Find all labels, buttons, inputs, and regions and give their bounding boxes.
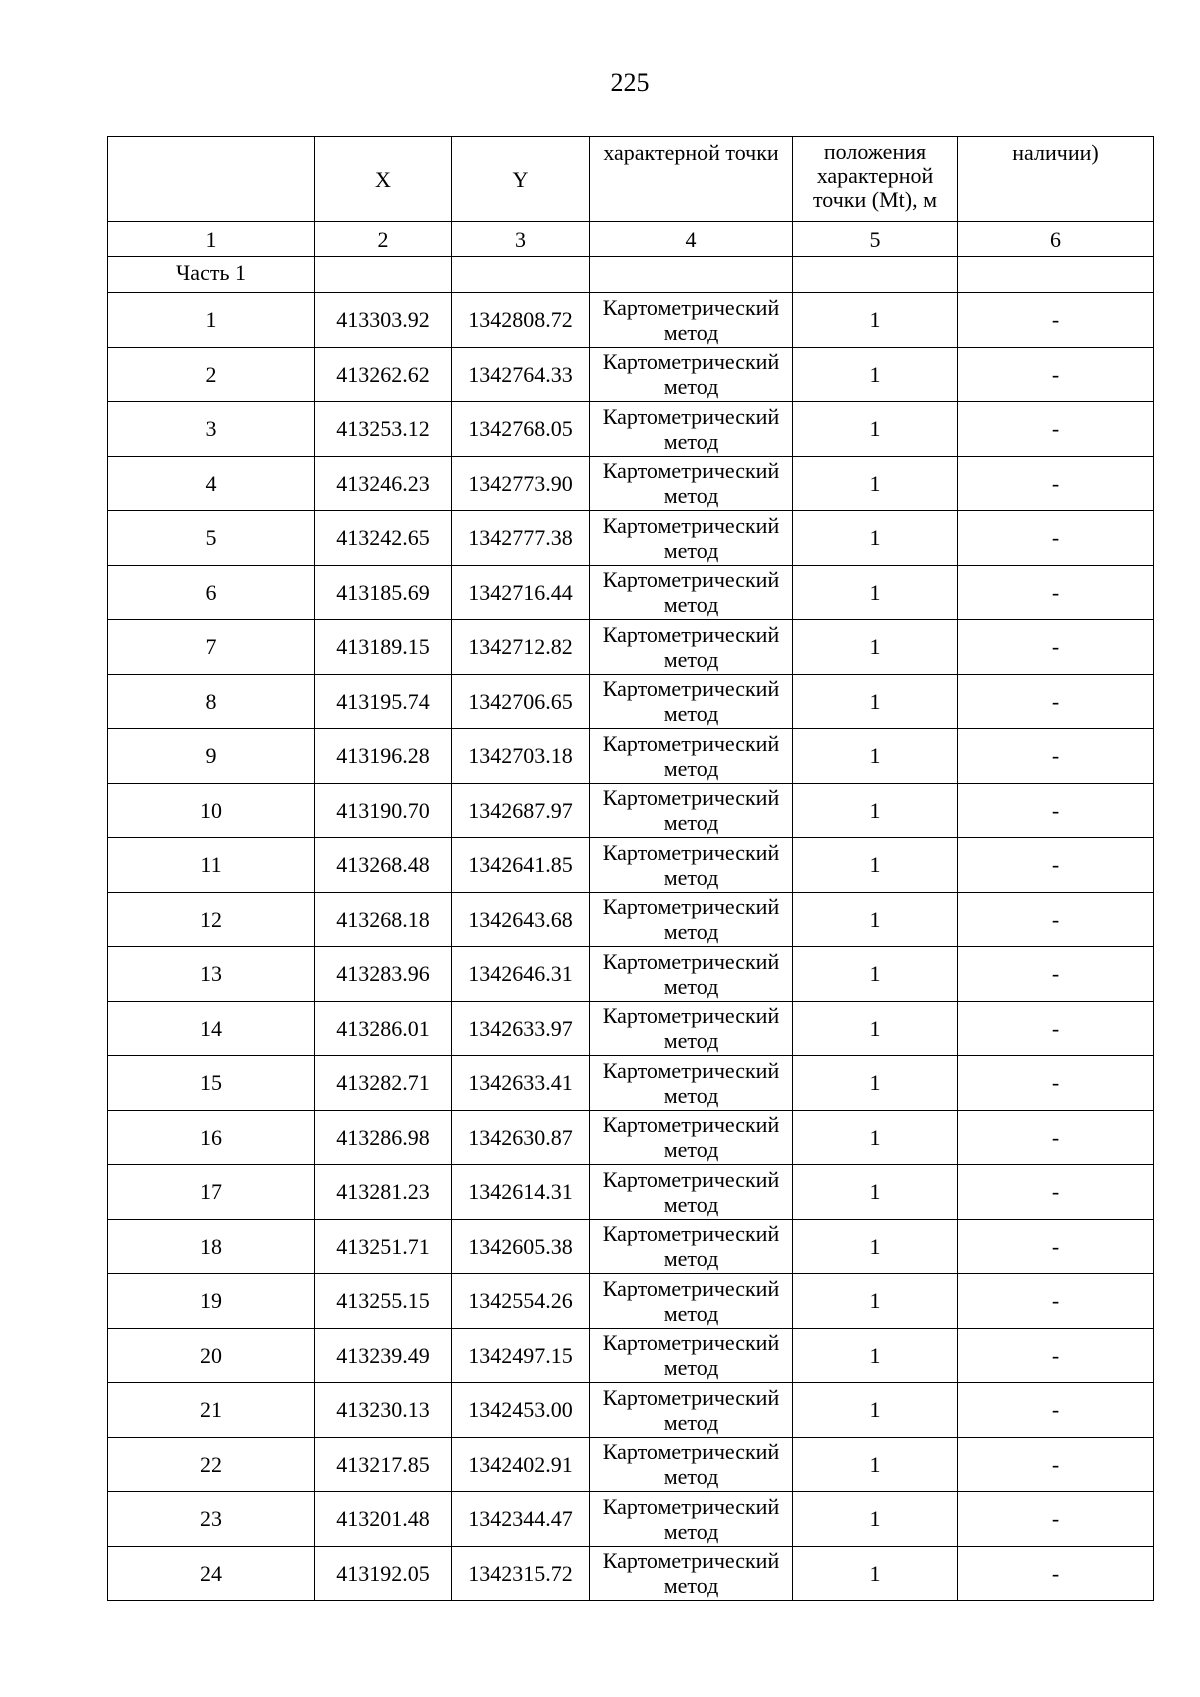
method-line-2: метод xyxy=(663,1082,719,1108)
method-line-2: метод xyxy=(663,1300,719,1326)
method-cell xyxy=(590,293,793,348)
point-number-cell: 18 xyxy=(108,1219,315,1274)
point-number-cell: 24 xyxy=(108,1546,315,1601)
description-cell: - xyxy=(958,838,1154,893)
table-row xyxy=(108,1328,1154,1383)
method-line-1: Картометрический xyxy=(602,1384,780,1410)
part-label: Часть 1 xyxy=(108,257,315,293)
point-number-cell: 5 xyxy=(108,511,315,566)
accuracy-cell: 1 xyxy=(793,1219,958,1274)
method-line-2: метод xyxy=(663,592,719,618)
table-row xyxy=(108,1110,1154,1165)
table-row xyxy=(108,565,1154,620)
y-coordinate-cell: 1342614.31 xyxy=(452,1165,590,1220)
description-cell: - xyxy=(958,1001,1154,1056)
table-row xyxy=(108,1383,1154,1438)
method-line-1: Картометрический xyxy=(602,785,780,811)
method-line-2: метод xyxy=(663,319,719,345)
y-coordinate-cell: 1342768.05 xyxy=(452,402,590,457)
method-cell xyxy=(590,1165,793,1220)
column-numbers-row xyxy=(108,222,1154,257)
header-point-number xyxy=(108,137,315,222)
method-line-2: метод xyxy=(663,537,719,563)
point-number-cell: 9 xyxy=(108,729,315,784)
method-line-2: метод xyxy=(663,1573,719,1599)
point-number-cell: 11 xyxy=(108,838,315,893)
y-coordinate-cell: 1342643.68 xyxy=(452,892,590,947)
method-line-2: метод xyxy=(663,1246,719,1272)
method-cell xyxy=(590,838,793,893)
table-row xyxy=(108,1492,1154,1547)
x-coordinate-cell: 413196.28 xyxy=(315,729,452,784)
page-number: 225 xyxy=(610,68,650,97)
point-number-cell: 8 xyxy=(108,674,315,729)
header-accuracy xyxy=(793,137,958,222)
x-coordinate-cell: 413255.15 xyxy=(315,1274,452,1329)
part-row xyxy=(108,257,1154,293)
x-coordinate-cell: 413192.05 xyxy=(315,1546,452,1601)
method-line-1: Картометрический xyxy=(602,512,780,538)
header-method: характерной точки xyxy=(590,137,793,222)
method-line-1: Картометрический xyxy=(602,1003,780,1029)
part-empty-cell xyxy=(315,257,452,293)
method-line-2: метод xyxy=(663,810,719,836)
point-number-cell: 2 xyxy=(108,347,315,402)
header-description: наличии) xyxy=(958,137,1154,222)
point-number-cell: 17 xyxy=(108,1165,315,1220)
accuracy-cell: 1 xyxy=(793,565,958,620)
y-coordinate-cell: 1342773.90 xyxy=(452,456,590,511)
x-coordinate-cell: 413190.70 xyxy=(315,783,452,838)
method-line-1: Картометрический xyxy=(602,1166,780,1192)
y-coordinate-cell: 1342344.47 xyxy=(452,1492,590,1547)
x-coordinate-cell: 413217.85 xyxy=(315,1437,452,1492)
accuracy-cell: 1 xyxy=(793,892,958,947)
table-row xyxy=(108,892,1154,947)
description-cell: - xyxy=(958,1219,1154,1274)
description-cell: - xyxy=(958,1437,1154,1492)
table-row xyxy=(108,783,1154,838)
table-row xyxy=(108,293,1154,348)
x-coordinate-cell: 413262.62 xyxy=(315,347,452,402)
column-number: 2 xyxy=(315,222,452,257)
x-coordinate-cell: 413230.13 xyxy=(315,1383,452,1438)
description-cell: - xyxy=(958,1383,1154,1438)
accuracy-cell: 1 xyxy=(793,1165,958,1220)
table-row xyxy=(108,511,1154,566)
description-cell: - xyxy=(958,1056,1154,1111)
method-cell xyxy=(590,565,793,620)
accuracy-cell: 1 xyxy=(793,947,958,1002)
table-row xyxy=(108,1219,1154,1274)
description-cell: - xyxy=(958,892,1154,947)
accuracy-cell: 1 xyxy=(793,1383,958,1438)
accuracy-cell: 1 xyxy=(793,1056,958,1111)
y-coordinate-cell: 1342777.38 xyxy=(452,511,590,566)
method-cell xyxy=(590,1328,793,1383)
method-line-2: метод xyxy=(663,919,719,945)
table-row xyxy=(108,674,1154,729)
method-cell xyxy=(590,729,793,784)
y-coordinate-cell: 1342703.18 xyxy=(452,729,590,784)
method-line-2: метод xyxy=(663,755,719,781)
accuracy-cell: 1 xyxy=(793,1437,958,1492)
method-line-1: Картометрический xyxy=(602,730,780,756)
method-line-2: метод xyxy=(663,374,719,400)
method-line-1: Картометрический xyxy=(602,1548,780,1574)
y-coordinate-cell: 1342687.97 xyxy=(452,783,590,838)
column-number: 4 xyxy=(590,222,793,257)
method-line-2: метод xyxy=(663,1028,719,1054)
method-line-2: метод xyxy=(663,1191,719,1217)
y-coordinate-cell: 1342554.26 xyxy=(452,1274,590,1329)
point-number-cell: 22 xyxy=(108,1437,315,1492)
point-number-cell: 15 xyxy=(108,1056,315,1111)
description-cell: - xyxy=(958,402,1154,457)
y-coordinate-cell: 1342402.91 xyxy=(452,1437,590,1492)
point-number-cell: 10 xyxy=(108,783,315,838)
part-empty-cell xyxy=(958,257,1154,293)
description-cell: - xyxy=(958,1110,1154,1165)
x-coordinate-cell: 413253.12 xyxy=(315,402,452,457)
accuracy-cell: 1 xyxy=(793,456,958,511)
method-line-1: Картометрический xyxy=(602,458,780,484)
method-cell xyxy=(590,783,793,838)
point-number-cell: 6 xyxy=(108,565,315,620)
y-coordinate-cell: 1342712.82 xyxy=(452,620,590,675)
point-number-cell: 4 xyxy=(108,456,315,511)
header-accuracy-line: точки (Mt), м xyxy=(812,187,938,212)
method-line-1: Картометрический xyxy=(602,294,780,320)
point-number-cell: 20 xyxy=(108,1328,315,1383)
accuracy-cell: 1 xyxy=(793,838,958,893)
accuracy-cell: 1 xyxy=(793,783,958,838)
method-line-1: Картометрический xyxy=(602,1439,780,1465)
method-line-2: метод xyxy=(663,1409,719,1435)
method-cell xyxy=(590,947,793,1002)
point-number-cell: 14 xyxy=(108,1001,315,1056)
y-coordinate-cell: 1342808.72 xyxy=(452,293,590,348)
table-row xyxy=(108,1546,1154,1601)
method-cell xyxy=(590,892,793,947)
point-number-cell: 7 xyxy=(108,620,315,675)
table-row xyxy=(108,838,1154,893)
y-coordinate-cell: 1342706.65 xyxy=(452,674,590,729)
point-number-cell: 19 xyxy=(108,1274,315,1329)
column-number: 1 xyxy=(108,222,315,257)
x-coordinate-cell: 413242.65 xyxy=(315,511,452,566)
table-row xyxy=(108,729,1154,784)
table-row xyxy=(108,947,1154,1002)
method-cell xyxy=(590,1383,793,1438)
method-cell xyxy=(590,511,793,566)
method-line-1: Картометрический xyxy=(602,567,780,593)
description-cell: - xyxy=(958,783,1154,838)
point-number-cell: 13 xyxy=(108,947,315,1002)
method-cell xyxy=(590,674,793,729)
y-coordinate-cell: 1342497.15 xyxy=(452,1328,590,1383)
coordinates-table xyxy=(107,136,1154,1601)
table-row xyxy=(108,1165,1154,1220)
method-cell xyxy=(590,1546,793,1601)
accuracy-cell: 1 xyxy=(793,347,958,402)
y-coordinate-cell: 1342315.72 xyxy=(452,1546,590,1601)
header-y: Y xyxy=(452,137,590,222)
x-coordinate-cell: 413268.48 xyxy=(315,838,452,893)
accuracy-cell: 1 xyxy=(793,1546,958,1601)
column-number: 3 xyxy=(452,222,590,257)
method-cell xyxy=(590,1110,793,1165)
table-header-row xyxy=(108,137,1154,222)
accuracy-cell: 1 xyxy=(793,293,958,348)
x-coordinate-cell: 413185.69 xyxy=(315,565,452,620)
method-cell xyxy=(590,1492,793,1547)
y-coordinate-cell: 1342453.00 xyxy=(452,1383,590,1438)
x-coordinate-cell: 413239.49 xyxy=(315,1328,452,1383)
description-cell: - xyxy=(958,620,1154,675)
y-coordinate-cell: 1342716.44 xyxy=(452,565,590,620)
x-coordinate-cell: 413246.23 xyxy=(315,456,452,511)
description-cell: - xyxy=(958,347,1154,402)
method-line-1: Картометрический xyxy=(602,1493,780,1519)
method-cell xyxy=(590,402,793,457)
method-cell xyxy=(590,1437,793,1492)
accuracy-cell: 1 xyxy=(793,402,958,457)
column-number: 6 xyxy=(958,222,1154,257)
method-cell xyxy=(590,1219,793,1274)
accuracy-cell: 1 xyxy=(793,1110,958,1165)
accuracy-cell: 1 xyxy=(793,1001,958,1056)
x-coordinate-cell: 413201.48 xyxy=(315,1492,452,1547)
method-line-1: Картометрический xyxy=(602,1112,780,1138)
method-line-2: метод xyxy=(663,973,719,999)
description-cell: - xyxy=(958,1165,1154,1220)
method-line-1: Картометрический xyxy=(602,403,780,429)
accuracy-cell: 1 xyxy=(793,1274,958,1329)
description-cell: - xyxy=(958,1328,1154,1383)
method-line-2: метод xyxy=(663,1137,719,1163)
method-line-2: метод xyxy=(663,646,719,672)
description-cell: - xyxy=(958,293,1154,348)
method-line-1: Картометрический xyxy=(602,621,780,647)
point-number-cell: 16 xyxy=(108,1110,315,1165)
x-coordinate-cell: 413189.15 xyxy=(315,620,452,675)
x-coordinate-cell: 413286.98 xyxy=(315,1110,452,1165)
table-row xyxy=(108,1437,1154,1492)
table-row xyxy=(108,347,1154,402)
point-number-cell: 21 xyxy=(108,1383,315,1438)
table-row xyxy=(108,1274,1154,1329)
y-coordinate-cell: 1342633.41 xyxy=(452,1056,590,1111)
accuracy-cell: 1 xyxy=(793,1328,958,1383)
x-coordinate-cell: 413282.71 xyxy=(315,1056,452,1111)
method-line-2: метод xyxy=(663,701,719,727)
method-line-1: Картометрический xyxy=(602,948,780,974)
point-number-cell: 23 xyxy=(108,1492,315,1547)
x-coordinate-cell: 413251.71 xyxy=(315,1219,452,1274)
table-row xyxy=(108,1056,1154,1111)
part-empty-cell xyxy=(590,257,793,293)
method-line-2: метод xyxy=(663,864,719,890)
method-line-2: метод xyxy=(663,1518,719,1544)
description-cell: - xyxy=(958,511,1154,566)
table-row xyxy=(108,1001,1154,1056)
part-empty-cell xyxy=(793,257,958,293)
x-coordinate-cell: 413286.01 xyxy=(315,1001,452,1056)
table-row xyxy=(108,456,1154,511)
table-row xyxy=(108,402,1154,457)
description-cell: - xyxy=(958,947,1154,1002)
point-number-cell: 3 xyxy=(108,402,315,457)
method-line-2: метод xyxy=(663,1355,719,1381)
description-cell: - xyxy=(958,729,1154,784)
method-line-1: Картометрический xyxy=(602,676,780,702)
method-line-1: Картометрический xyxy=(602,1275,780,1301)
method-cell xyxy=(590,456,793,511)
method-line-1: Картометрический xyxy=(602,1330,780,1356)
header-accuracy-line: характерной xyxy=(816,163,934,188)
accuracy-cell: 1 xyxy=(793,729,958,784)
table-row xyxy=(108,620,1154,675)
method-line-2: метод xyxy=(663,483,719,509)
point-number-cell: 12 xyxy=(108,892,315,947)
description-cell: - xyxy=(958,1492,1154,1547)
method-line-1: Картометрический xyxy=(602,1057,780,1083)
x-coordinate-cell: 413283.96 xyxy=(315,947,452,1002)
accuracy-cell: 1 xyxy=(793,511,958,566)
point-number-cell: 1 xyxy=(108,293,315,348)
description-cell: - xyxy=(958,674,1154,729)
method-cell xyxy=(590,1056,793,1111)
accuracy-cell: 1 xyxy=(793,1492,958,1547)
accuracy-cell: 1 xyxy=(793,620,958,675)
y-coordinate-cell: 1342630.87 xyxy=(452,1110,590,1165)
method-cell xyxy=(590,347,793,402)
description-cell: - xyxy=(958,565,1154,620)
description-cell: - xyxy=(958,1274,1154,1329)
y-coordinate-cell: 1342764.33 xyxy=(452,347,590,402)
method-line-1: Картометрический xyxy=(602,839,780,865)
method-line-1: Картометрический xyxy=(602,894,780,920)
method-line-1: Картометрический xyxy=(602,349,780,375)
description-cell: - xyxy=(958,456,1154,511)
x-coordinate-cell: 413268.18 xyxy=(315,892,452,947)
part-empty-cell xyxy=(452,257,590,293)
header-accuracy-line: положения xyxy=(823,139,927,164)
x-coordinate-cell: 413281.23 xyxy=(315,1165,452,1220)
method-cell xyxy=(590,1001,793,1056)
method-line-1: Картометрический xyxy=(602,1221,780,1247)
y-coordinate-cell: 1342646.31 xyxy=(452,947,590,1002)
method-line-2: метод xyxy=(663,428,719,454)
x-coordinate-cell: 413195.74 xyxy=(315,674,452,729)
method-cell xyxy=(590,620,793,675)
y-coordinate-cell: 1342605.38 xyxy=(452,1219,590,1274)
x-coordinate-cell: 413303.92 xyxy=(315,293,452,348)
y-coordinate-cell: 1342633.97 xyxy=(452,1001,590,1056)
column-number: 5 xyxy=(793,222,958,257)
method-cell xyxy=(590,1274,793,1329)
accuracy-cell: 1 xyxy=(793,674,958,729)
y-coordinate-cell: 1342641.85 xyxy=(452,838,590,893)
header-x: X xyxy=(315,137,452,222)
method-line-2: метод xyxy=(663,1464,719,1490)
description-cell: - xyxy=(958,1546,1154,1601)
